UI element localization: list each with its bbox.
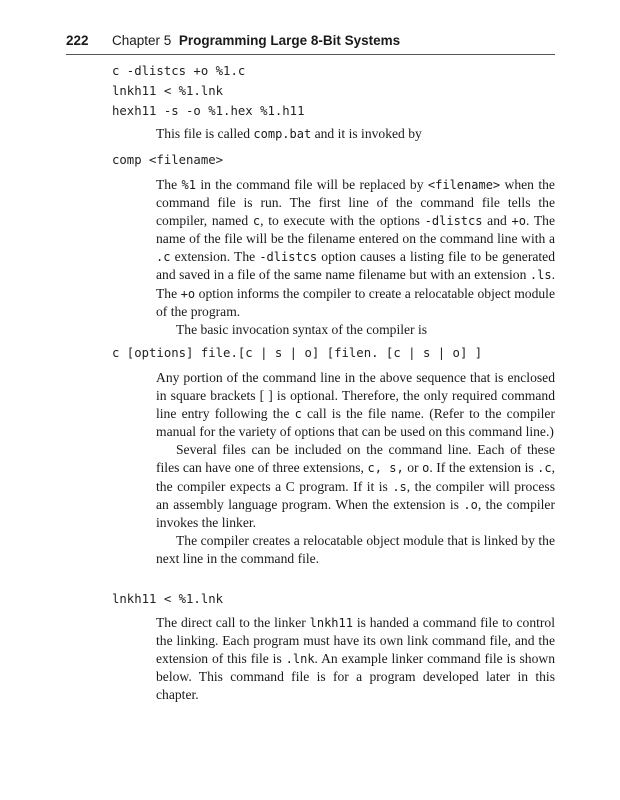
inline-code: .s [392, 479, 407, 494]
inline-code: +o [511, 214, 526, 229]
code-line-3: hexh11 -s -o %1.hex %1.h11 [112, 104, 305, 118]
text: . The name of the file will be the filename entered on the command line with a [156, 213, 555, 247]
text: , to execute with the options [260, 213, 425, 229]
inline-code: -dlistcs [424, 214, 483, 229]
file-called-line [156, 126, 422, 142]
inline-code: .ls [529, 268, 552, 283]
inline-code: c, s, [367, 461, 404, 476]
text: is handed a command file to control the linking. Each program must have its own link command file, and the extension of this file is [156, 615, 555, 667]
text: or [403, 460, 423, 476]
text: The [156, 177, 182, 192]
code-line-1: c -dlistcs +o %1.c [112, 64, 246, 78]
inline-code: -dlistcs [259, 250, 318, 265]
text: . The [156, 267, 555, 301]
inline-code: c [294, 407, 302, 422]
text: . If the extension is [429, 460, 538, 476]
inline-code: +o [180, 286, 196, 301]
text: , the compiler expects a C program. If it is [156, 460, 556, 494]
link-line: lnkh11 < %1.lnk [112, 592, 224, 606]
text: option causes a listing file to be generated and saved in a file of the same name filename but with an extension [156, 249, 555, 283]
text: in the command file will be replaced by [195, 177, 428, 192]
text: call is the file name. (Refer to the compiler manual for the variety of options that can be used on this command line.) [156, 406, 555, 440]
linker-sentence: The compiler creates a relocatable object module that is linked by the next line in the command file. [156, 532, 555, 566]
header-rule [66, 54, 555, 55]
text: , the compiler will process an assembly language program. When the extension is [156, 478, 555, 512]
text: and [482, 213, 512, 229]
text: option informs the compiler to create a relocatable object module of the program. [156, 285, 555, 319]
chapter-title: Programming Large 8-Bit Systems [178, 33, 401, 48]
text: extension. The [170, 249, 260, 265]
inline-code: .lnk [285, 652, 315, 667]
chapter-label: Chapter 5 [112, 33, 172, 48]
paragraph-compiler-options [156, 369, 555, 568]
running-header [66, 33, 555, 53]
inline-code: %1 [181, 178, 196, 192]
text: This file is called [156, 126, 254, 141]
inline-code: .o [463, 497, 478, 512]
paragraph-linker [156, 614, 555, 704]
page-number: 222 [66, 33, 89, 48]
text: Any portion of the command line in the above sequence that is enclosed in square brackets [ ] is optional. Therefore, the only required command line entry following the [156, 370, 555, 422]
inline-code: <filename> [427, 178, 501, 192]
inline-code: .c [537, 461, 552, 476]
paragraph-command-file [156, 176, 555, 339]
syntax-line: c [options] file.[c | s | o] [filen. [c | s | o] ] [112, 346, 483, 360]
invoke-line: comp <filename> [112, 153, 224, 167]
inline-code: lnkh11 [309, 616, 353, 630]
code-line-2: lnkh11 < %1.lnk [112, 84, 224, 98]
inline-code: c [252, 214, 261, 229]
inline-code: o [422, 461, 430, 476]
chapter-heading [112, 33, 400, 48]
text: , the compiler invokes the linker. [156, 496, 555, 530]
text: Several files can be included on the command line. Each of these files can have one of three extensions, [156, 442, 555, 476]
text: and it is invoked by [311, 126, 422, 141]
syntax-intro: The basic invocation syntax of the compiler is [176, 321, 428, 337]
text: The direct call to the linker [156, 615, 310, 630]
text: when the command file is run. The first line of the command file tells the compiler, named [156, 177, 555, 229]
inline-code: .c [156, 250, 171, 265]
text: . An example linker command file is shown below. This command file is for a program developed later in this chapter. [156, 651, 555, 703]
inline-code: comp.bat [253, 127, 312, 141]
